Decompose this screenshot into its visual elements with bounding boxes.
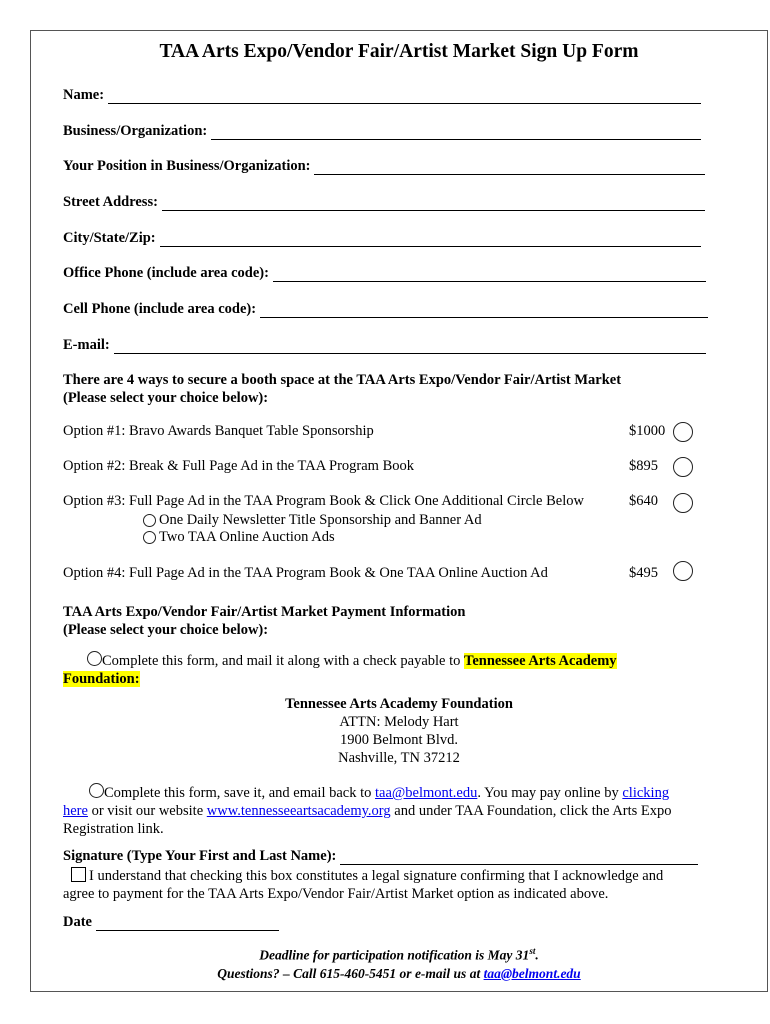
email-option-text5: Registration link. xyxy=(63,821,164,837)
date-label: Date xyxy=(63,914,92,930)
option-1-price: $1000 xyxy=(629,423,666,439)
position-input-line[interactable] xyxy=(314,160,705,175)
email-option-text3: or visit our website xyxy=(87,803,207,819)
email-option-text1: Complete this form, save it, and email back to xyxy=(104,785,376,801)
email-label: E-mail: xyxy=(63,337,110,353)
cell-phone-input-line[interactable] xyxy=(260,303,708,318)
questions-text xyxy=(31,965,767,983)
email-option-radio[interactable] xyxy=(89,783,104,798)
ack-line-2: agree to payment for the TAA Arts Expo/Vendor Fair/Artist Market option as indicated above. xyxy=(63,886,609,902)
mail-option-text: Complete this form, and mail it along with a check payable to xyxy=(102,653,465,669)
email-option xyxy=(63,783,709,838)
mail-option xyxy=(63,651,709,688)
ack-line-1: I understand that checking this box constitutes a legal signature confirming that I acknowledge and xyxy=(89,868,664,884)
payment-heading-line2: (Please select your choice below): xyxy=(63,622,269,638)
option-3-radio[interactable] xyxy=(673,493,693,513)
position-label: Your Position in Business/Organization: xyxy=(63,158,311,174)
email-option-text4: and under TAA Foundation, click the Arts Expo xyxy=(390,803,672,819)
office-phone-input-line[interactable] xyxy=(273,267,706,282)
name-field xyxy=(63,87,701,104)
option-2-price: $895 xyxy=(629,458,658,474)
address-city: Nashville, TN 37212 xyxy=(338,750,460,766)
mail-payee-2: Foundation: xyxy=(63,671,140,687)
city-input-line[interactable] xyxy=(160,232,701,247)
option-3-sub-1 xyxy=(143,512,482,529)
email-field xyxy=(63,337,706,354)
option-1-radio[interactable] xyxy=(673,422,693,442)
business-input-line[interactable] xyxy=(211,125,701,140)
option-3-price: $640 xyxy=(629,493,658,509)
footer-email-link[interactable]: taa@belmont.edu xyxy=(483,965,581,981)
option-3-sub-2 xyxy=(143,529,335,546)
website-link[interactable]: www.tennesseeartsacademy.org xyxy=(206,803,391,819)
acknowledgement xyxy=(63,867,709,903)
option-4-radio[interactable] xyxy=(673,561,693,581)
email-input-line[interactable] xyxy=(114,339,706,354)
address-org: Tennessee Arts Academy Foundation xyxy=(285,696,513,712)
street-label: Street Address: xyxy=(63,194,158,210)
signature-input-line[interactable] xyxy=(340,850,698,865)
business-field xyxy=(63,123,701,140)
sub-option-1-radio[interactable] xyxy=(143,514,156,527)
option-2-label: Option #2: Break & Full Page Ad in the TAA Program Book xyxy=(63,458,414,474)
payment-heading-line1: TAA Arts Expo/Vendor Fair/Artist Market Payment Information xyxy=(63,604,466,620)
questions-main: Questions? – Call 615-460-5451 or e-mail us at xyxy=(217,965,484,981)
mail-payee-1: Tennessee Arts Academy xyxy=(464,653,617,669)
city-label: City/State/Zip: xyxy=(63,230,156,246)
booth-heading-line1: There are 4 ways to secure a booth space at the TAA Arts Expo/Vendor Fair/Artist Market xyxy=(63,372,622,388)
option-4-price: $495 xyxy=(629,565,658,581)
sub-option-2-radio[interactable] xyxy=(143,531,156,544)
deadline-end: . xyxy=(535,947,539,963)
address-street: 1900 Belmont Blvd. xyxy=(339,732,459,748)
business-label: Business/Organization: xyxy=(63,123,208,139)
street-input-line[interactable] xyxy=(162,196,705,211)
position-field xyxy=(63,158,705,175)
pay-online-link-2[interactable]: here xyxy=(63,803,88,819)
name-input-line[interactable] xyxy=(108,89,701,104)
deadline-sup: st xyxy=(529,946,536,956)
deadline-text xyxy=(31,942,767,965)
office-phone-field xyxy=(63,265,706,282)
cell-phone-label: Cell Phone (include area code): xyxy=(63,301,257,317)
booth-heading-line2: (Please select your choice below): xyxy=(63,390,269,406)
city-field xyxy=(63,230,701,247)
option-3-label: Option #3: Full Page Ad in the TAA Program Book & Click One Additional Circle Below xyxy=(63,493,584,509)
mail-option-radio[interactable] xyxy=(87,651,102,666)
form-title: TAA Arts Expo/Vendor Fair/Artist Market Sign Up Form xyxy=(159,41,639,62)
address-attn: ATTN: Melody Hart xyxy=(339,714,459,730)
option-4-label: Option #4: Full Page Ad in the TAA Program Book & One TAA Online Auction Ad xyxy=(63,565,548,581)
email-option-text2: . You may pay online by xyxy=(477,785,623,801)
sub-option-2-label: Two TAA Online Auction Ads xyxy=(159,529,335,545)
acknowledge-checkbox[interactable] xyxy=(71,867,86,882)
name-label: Name: xyxy=(63,87,105,103)
date-field xyxy=(63,914,279,931)
form-page xyxy=(30,30,768,992)
footer xyxy=(31,942,767,983)
mailing-address xyxy=(31,695,767,767)
sub-option-1-label: One Daily Newsletter Title Sponsorship and Banner Ad xyxy=(159,512,482,528)
signature-field xyxy=(63,848,698,865)
date-input-line[interactable] xyxy=(96,916,279,931)
street-field xyxy=(63,194,705,211)
cell-phone-field xyxy=(63,301,708,318)
option-1-label: Option #1: Bravo Awards Banquet Table Sponsorship xyxy=(63,423,374,439)
email-link[interactable]: taa@belmont.edu xyxy=(375,785,478,801)
office-phone-label: Office Phone (include area code): xyxy=(63,265,269,281)
deadline-main: Deadline for participation notification is May 31 xyxy=(259,947,530,963)
signature-label: Signature (Type Your First and Last Name): xyxy=(63,848,337,864)
pay-online-link[interactable]: clicking xyxy=(622,785,670,801)
option-2-radio[interactable] xyxy=(673,457,693,477)
